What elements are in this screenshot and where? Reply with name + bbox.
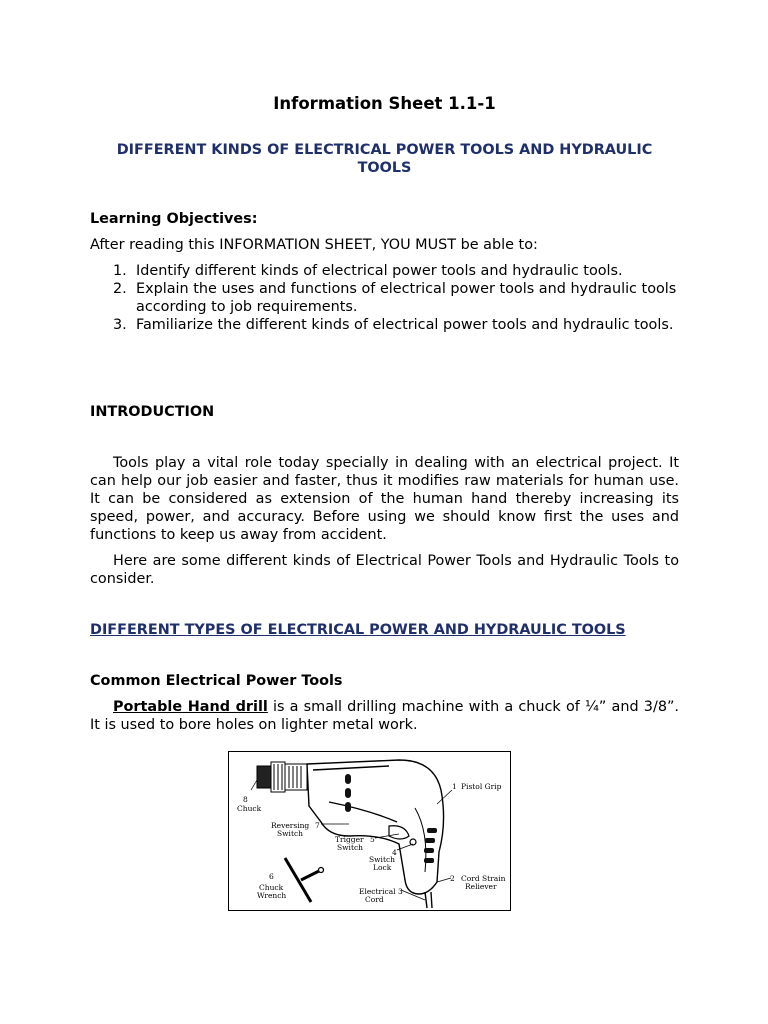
list-number: 1. xyxy=(113,263,127,279)
figure-label-lock: Lock xyxy=(373,863,392,872)
types-heading: DIFFERENT TYPES OF ELECTRICAL POWER AND HYDRAULIC TOOLS xyxy=(90,622,626,638)
list-text: Identify different kinds of electrical power tools and hydraulic tools. xyxy=(136,263,623,279)
list-item xyxy=(90,280,679,316)
list-item xyxy=(90,262,679,280)
figure-label-reversing: Reversing xyxy=(271,821,310,830)
introduction-heading: INTRODUCTION xyxy=(90,404,215,420)
drill-body-icon xyxy=(307,760,444,894)
objectives-list xyxy=(90,262,679,334)
list-item xyxy=(90,316,679,334)
figure-label-chuck: Chuck xyxy=(237,804,262,813)
introduction-paragraph-1: Tools play a vital role today specially in dealing with an electrical project. It can help our job easier and faster, thus it modifies raw materials for human use. It can be considered as extension of the human hand thereby increasing its speed, power, and accuracy. Before using we should know first the uses and functions to keep us away from accident. xyxy=(90,455,679,543)
figure-label-cord: Cord xyxy=(365,895,384,904)
figure-label-4: 4 xyxy=(392,848,397,857)
vent-slots-icon xyxy=(345,774,351,812)
figure-label-pistol-grip: Pistol Grip xyxy=(461,782,502,791)
figure-label-electrical: Electrical xyxy=(359,887,396,896)
figure-label-switch: Switch xyxy=(369,855,396,864)
common-tools-heading: Common Electrical Power Tools xyxy=(90,673,343,689)
figure-label-cord-strain: Cord Strain xyxy=(461,874,506,883)
hand-drill-figure xyxy=(228,751,511,911)
list-number: 2. xyxy=(113,281,127,297)
drill-chuck-icon xyxy=(257,762,307,792)
figure-label-8: 8 xyxy=(243,795,248,804)
figure-label-6: 6 xyxy=(269,872,274,881)
list-text: Familiarize the different kinds of electrical power tools and hydraulic tools. xyxy=(136,317,674,333)
hand-drill-term: Portable Hand drill xyxy=(113,699,268,715)
list-number: 3. xyxy=(113,317,127,333)
page-subtitle: DIFFERENT KINDS OF ELECTRICAL POWER TOOLS AND HYDRAULIC TOOLS xyxy=(116,142,653,176)
introduction-paragraph-2: Here are some different kinds of Electrical Power Tools and Hydraulic Tools to consider. xyxy=(90,553,679,587)
figure-label-reversing-switch: Switch xyxy=(277,829,304,838)
figure-label-trigger: Trigger xyxy=(335,835,364,844)
figure-label-wrench: Wrench xyxy=(257,891,287,900)
figure-label-chuck-wrench: Chuck xyxy=(259,883,284,892)
hand-drill-paragraph xyxy=(90,698,679,734)
list-text: Explain the uses and functions of electrical power tools and hydraulic tools according to job requirements. xyxy=(136,281,677,315)
chuck-wrench-icon xyxy=(285,858,324,902)
figure-label-trigger-switch: Switch xyxy=(337,843,364,852)
hand-drill-diagram xyxy=(229,752,509,909)
learning-objectives-heading: Learning Objectives: xyxy=(90,211,258,227)
hand-drill-description: is a small drilling machine with a chuck of ¼” and 3/8”. It is used to bore holes on lighter metal work. xyxy=(90,699,679,733)
electrical-cord-icon xyxy=(425,892,432,908)
page-title: Information Sheet 1.1-1 xyxy=(273,94,496,113)
figure-label-5: 5 xyxy=(370,835,375,844)
figure-label-1: 1 xyxy=(452,782,457,791)
figure-label-reliever: Reliever xyxy=(465,882,497,891)
figure-label-3: 3 xyxy=(398,887,403,896)
learning-objectives-intro: After reading this INFORMATION SHEET, YOU MUST be able to: xyxy=(90,237,538,253)
figure-label-7: 7 xyxy=(315,821,320,830)
figure-label-2: 2 xyxy=(450,874,455,883)
